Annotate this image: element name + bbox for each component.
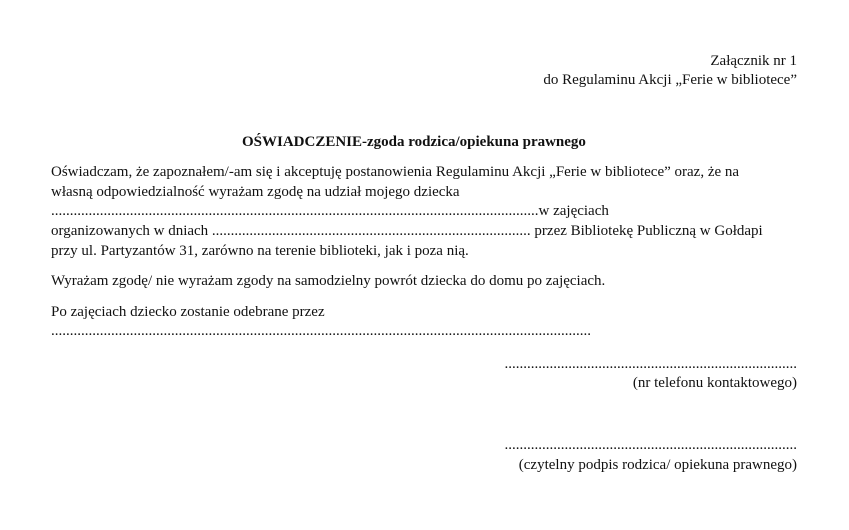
declaration-line-1: Oświadczam, że zapoznałem/-am się i akceptuję postanowienia Regulaminu Akcji „Ferie w bibliotece” oraz, że na [51,164,740,180]
dates-field-line: organizowanych w dniach ..................................................................................... przez Bibliotekę Publiczną w Gołdapi [51,223,763,239]
return-consent-statement: Wyrażam zgodę/ nie wyrażam zgody na samodzielny powrót dziecka do domu po zajęciach. [51,273,606,289]
child-name-field-line: ..................................................................................................................................w zajęciach [51,203,609,219]
regulation-reference: do Regulaminu Akcji „Ferie w bibliotece” [543,72,797,88]
pickup-person-field-line: ................................................................................................................................................ [51,323,591,339]
declaration-line-5: przy ul. Partyzantów 31, zarówno na terenie biblioteki, jak i poza nią. [51,243,469,259]
declaration-line-2: własną odpowiedzialność wyrażam zgodę na udział mojego dziecka [51,184,460,200]
attachment-number: Załącznik nr 1 [710,53,797,69]
pickup-statement: Po zajęciach dziecko zostanie odebrane przez [51,304,325,320]
signature-caption: (czytelny podpis rodzica/ opiekuna prawnego) [518,457,797,473]
signature-field-line: .............................................................................. [504,437,797,453]
phone-field-line: .............................................................................. [504,356,797,372]
document-title: OŚWIADCZENIE-zgoda rodzica/opiekuna prawnego [242,134,586,150]
phone-caption: (nr telefonu kontaktowego) [632,375,797,391]
